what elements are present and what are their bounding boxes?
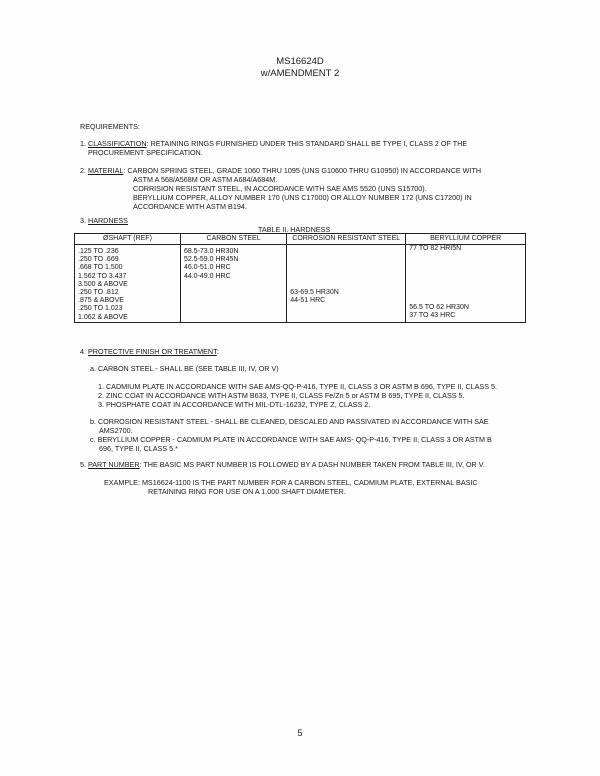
section-hardness <box>80 216 128 225</box>
column-header-corrosion-resistant: CORROSION RESISTANT STEEL <box>287 234 406 245</box>
hardness-table <box>74 233 526 323</box>
section-number: 5. <box>80 460 86 469</box>
cell-line: 68.5-73.0 HR30N <box>183 248 239 255</box>
table-cell-corrosion <box>287 245 406 323</box>
cell-line: .125 TO .236 <box>78 248 119 255</box>
finish-b-line: b. CORROSION RESISTANT STEEL - SHALL BE CLEANED, DESCALED AND PASSIVATED IN ACCORDANCE WITH SAE <box>90 417 489 426</box>
finish-a-item: 2. ZINC COAT IN ACCORDANCE WITH ASTM B633, TYPE II, CLASS Fe/Zn 5 or ASTM B 695, TYPE II, CLASS 5. <box>98 391 465 400</box>
column-header-beryllium-copper: BERYLLIUM COPPER <box>406 234 526 245</box>
doc-id: MS16624D <box>276 56 324 67</box>
cell-line: 1.062 & ABOVE <box>78 313 128 321</box>
material-line: BERYLLIUM COPPER, ALLOY NUMBER 170 (UNS C17000) OR ALLOY NUMBER 172 (UNS C17200) IN <box>133 193 472 202</box>
cell-line: .668 TO 1.500 <box>78 264 123 272</box>
cell-line: 37 TO 43 HRC <box>409 312 456 320</box>
table-cell-carbon <box>180 245 286 323</box>
cell-line: 63-69.5 HR30N <box>290 289 339 296</box>
cell-line: 44.0-49.0 HRC <box>183 272 231 280</box>
material-line: ASTM A 568/A568M OR ASTM A684/A684M. <box>133 175 278 184</box>
cell-line: 56.5 TO 62 HR30N <box>409 304 469 312</box>
example-line: RETAINING RING FOR USE ON A 1.000 SHAFT DIAMETER. <box>148 487 346 496</box>
cell-line: 44-51 HRC <box>290 297 326 305</box>
material-line: CORRISION RESISTANT STEEL, IN ACCORDANCE WITH SAE AMS 5520 (UNS S15700). <box>133 184 427 193</box>
section-part-number <box>80 460 485 469</box>
section-material <box>80 166 481 175</box>
cell-line: 52.5-59.0 HR45N <box>183 256 239 264</box>
requirements-title: REQUIREMENTS: <box>80 122 140 131</box>
cell-line: 77 TO 82 HRI5N <box>409 245 462 252</box>
amendment: w/AMENDMENT 2 <box>260 68 340 79</box>
classification-line-2: PROCUREMENT SPECIFICATION. <box>88 148 203 157</box>
cell-spacer <box>409 253 522 304</box>
section-text: : THE BASIC MS PART NUMBER IS FOLLOWED BY A DASH NUMBER TAKEN FROM TABLE III, IV, OR V. <box>139 460 485 469</box>
table-caption-title: HARDNESS <box>290 225 331 234</box>
finish-c-line: 696, TYPE II, CLASS 5.* <box>99 444 178 453</box>
table-body <box>75 245 526 323</box>
section-number: 1. <box>80 139 86 148</box>
document-header <box>0 56 600 80</box>
cell-spacer <box>290 248 402 289</box>
cell-line: .250 TO .669 <box>78 256 119 264</box>
section-number: 3. <box>80 216 86 225</box>
cell-line: 1.562 TO 3.437 <box>78 272 127 280</box>
section-classification <box>80 139 467 148</box>
table-caption-prefix: TABLE II. <box>258 225 289 234</box>
material-line: : CARBON SPRING STEEL, GRADE 1060 THRU 1095 (UNS G10600 THRU G10950) IN ACCORDANCE WITH <box>123 166 482 175</box>
column-header-carbon-steel: CARBON STEEL <box>180 234 286 245</box>
section-text: : RETAINING RINGS FURNISHED UNDER THIS STANDARD SHALL BE TYPE I, CLASS 2 OF THE <box>146 139 468 148</box>
cell-line: 3.500 & ABOVE <box>78 280 128 288</box>
table-cell-shaft <box>75 245 181 323</box>
finish-c-line: c. BERYLLIUM COPPER - CADMIUM PLATE IN ACCORDANCE WITH SAE AMS- QQ-P-416, TYPE II, CLASS 3 OR ASTM B <box>90 435 492 444</box>
section-number: 4. <box>80 347 86 356</box>
finish-a-item: 3. PHOSPHATE COAT IN ACCORDANCE WITH MIL-DTL-16232, TYPE Z, CLASS 2. <box>98 400 371 409</box>
colon: : <box>216 347 219 356</box>
section-title: HARDNESS <box>88 216 128 225</box>
section-title: PROTECTIVE FINISH OR TREATMENT <box>88 347 217 356</box>
finish-a-item: 1. CADMIUM PLATE IN ACCORDANCE WITH SAE AMS-QQ-P-416, TYPE II, CLASS 3 OR ASTM B 696, TYPE II, CLASS 5. <box>98 382 498 391</box>
section-finish <box>80 347 219 356</box>
material-line: ACCORDANCE WITH ASTM B194. <box>133 202 247 211</box>
section-number: 2. <box>80 166 86 175</box>
finish-a-title: a. CARBON STEEL - SHALL BE (SEE TABLE III, IV, OR V) <box>90 364 279 373</box>
cell-line: .250 TO 1.023 <box>78 305 123 313</box>
cell-line: 46.0-51.0 HRC <box>183 264 231 272</box>
finish-b-line: AMS2700. <box>99 426 133 435</box>
cell-line: .875 & ABOVE <box>78 297 124 305</box>
table-cell-beryllium <box>406 245 526 323</box>
page-number: 5 <box>297 728 303 738</box>
table-row <box>75 245 526 323</box>
column-header-shaft: ØSHAFT (REF) <box>75 234 181 245</box>
table-header-row <box>75 234 526 245</box>
section-title: MATERIAL <box>88 166 124 175</box>
cell-line: .250 TO .812 <box>78 289 119 297</box>
section-title: CLASSIFICATION <box>88 139 147 148</box>
example-line: EXAMPLE: MS16624-1100 IS THE PART NUMBER FOR A CARBON STEEL, CADMIUM PLATE, EXTERNAL BASIC <box>104 478 478 487</box>
section-title: PART NUMBER <box>88 460 140 469</box>
